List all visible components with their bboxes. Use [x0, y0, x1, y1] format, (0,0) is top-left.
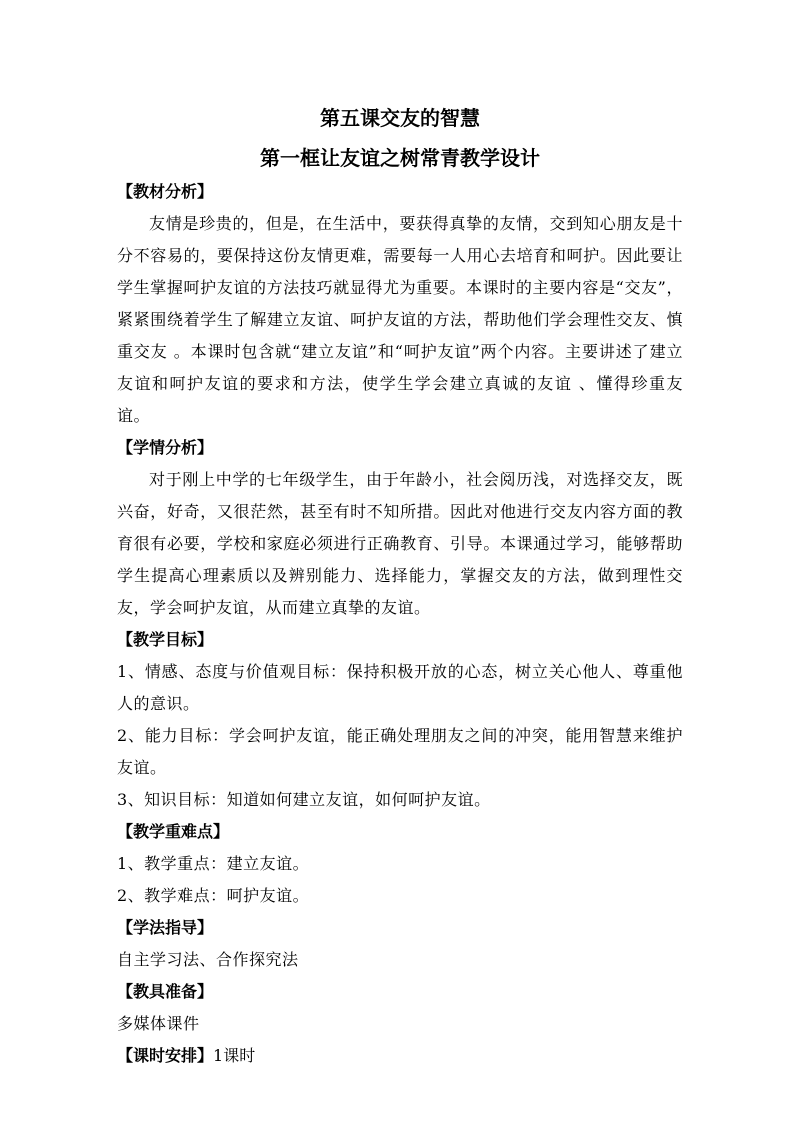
document-title: 第五课交友的智慧: [320, 106, 480, 130]
document-subtitle: 第一框让友谊之树常青教学设计: [260, 146, 540, 170]
section-heading: 【教学重难点】: [117, 822, 230, 841]
section-teaching-goals: [117, 624, 683, 816]
section-text: 1课时: [213, 1046, 256, 1065]
section-heading: 【学情分析】: [117, 438, 214, 457]
section-text: 多媒体课件: [117, 1014, 200, 1033]
document-page: [117, 100, 683, 1072]
section-learning-method: [117, 912, 683, 976]
goal-item: 1、情感、态度与价值观目标：保持积极开放的心态，树立关心他人、尊重他人的意识。: [117, 662, 683, 713]
schedule-line: [117, 1040, 683, 1072]
section-heading: 【教学目标】: [117, 630, 214, 649]
key-item: 2、教学难点：呵护友谊。: [117, 886, 310, 905]
section-paragraph: 友情是珍贵的，但是，在生活中，要获得真挚的友情，交到知心朋友是十分不容易的，要保持这份友情更难，需要每一人用心去培育和呵护。因此要让学生掌握呵护友谊的方法技巧就显得尤为重要。本课时的主要内容是“交友”，紧紧围绕着学生了解建立友谊、呵护友谊的方法，帮助他们学会理性交友、慎重交友 。本课时包含就“建立友谊”和“呵护友谊”两个内容。主要讲述了建立友谊和呵护友谊的要求和方法，使学生学会建立真诚的友谊 、懂得珍重友谊。: [117, 214, 683, 425]
section-teaching-tools: [117, 976, 683, 1040]
section-schedule: [117, 1040, 683, 1072]
goal-item: 3、知识目标：知道如何建立友谊，如何呵护友谊。: [117, 790, 491, 809]
section-heading: 【教材分析】: [117, 182, 214, 201]
section-paragraph: 对于刚上中学的七年级学生，由于年龄小，社会阅历浅，对选择交友，既兴奋，好奇，又很茫然，甚至有时不知所措。因此对他进行交友内容方面的教育很有必要，学校和家庭必须进行正确教育、引导。本课通过学习，能够帮助学生提高心理素质以及辨别能力、选择能力，掌握交友的方法，做到理性交友，学会呵护友谊，从而建立真挚的友谊。: [117, 470, 683, 617]
goal-item: 2、能力目标：学会呵护友谊，能正确处理朋友之间的冲突，能用智慧来维护友谊。: [117, 726, 683, 777]
section-heading: 【学法指导】: [117, 918, 214, 937]
section-heading: 【课时安排】: [117, 1046, 214, 1065]
section-student-analysis: [117, 432, 683, 624]
key-item: 1、教学重点：建立友谊。: [117, 854, 310, 873]
section-key-difficult: [117, 816, 683, 912]
section-text: 自主学习法、合作探究法: [117, 950, 299, 969]
section-textbook-analysis: [117, 176, 683, 432]
section-heading: 【教具准备】: [117, 982, 214, 1001]
